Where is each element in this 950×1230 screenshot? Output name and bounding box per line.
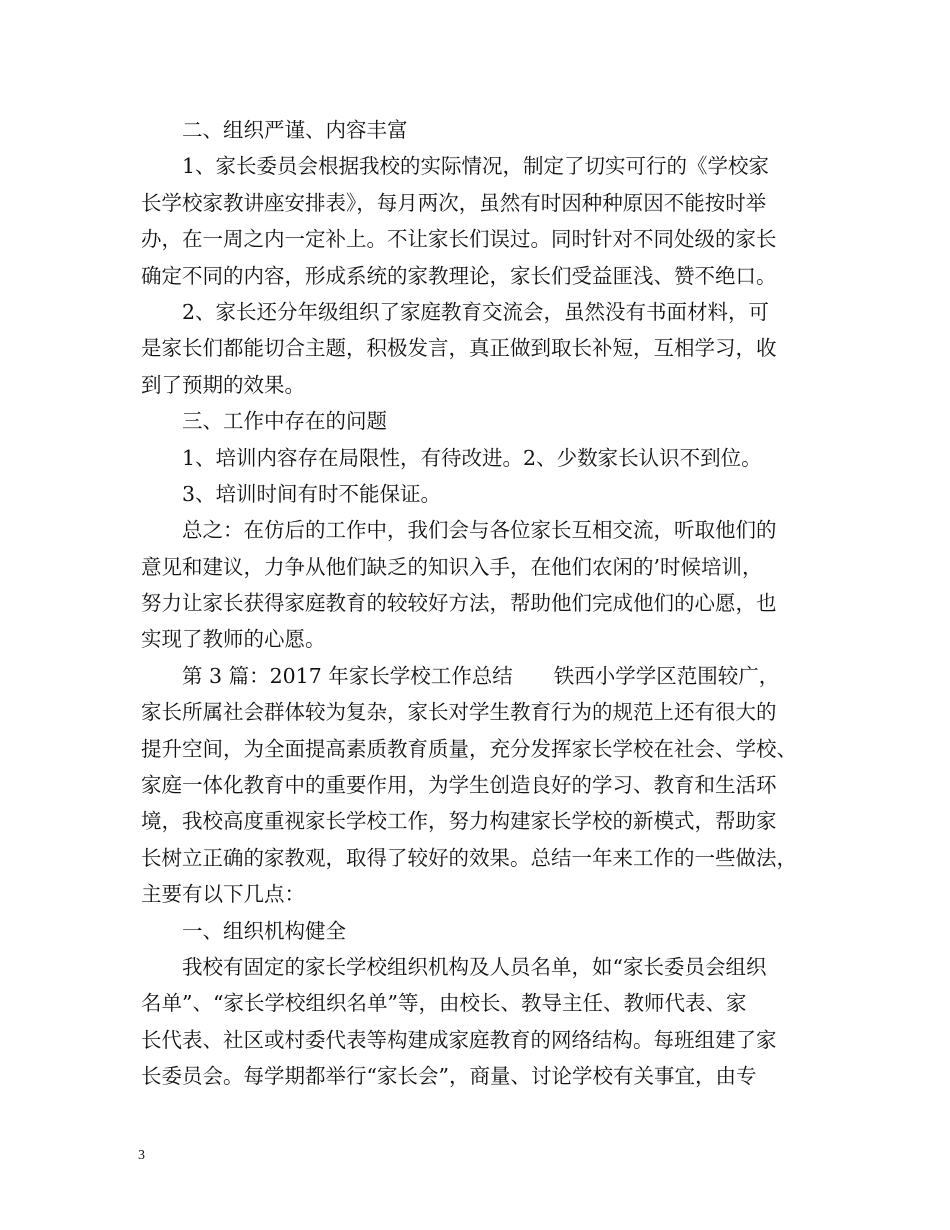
text-line: 我校有固定的家长学校组织机构及人员名单，如“家长委员会组织 bbox=[182, 954, 767, 979]
text-line: 名单”、“家长学校组织名单”等，由校长、教导主任、教师代表、家 bbox=[141, 991, 747, 1016]
text-line: 2、家长还分年级组织了家庭教育交流会，虽然没有书面材料，可 bbox=[182, 299, 770, 324]
text-line: 长代表、社区或村委代表等构建成家庭教育的网络结构。每班组建了家 bbox=[141, 1027, 777, 1052]
text-line: 境，我校高度重视家长学校工作，努力构建家长学校的新模式，帮助家 bbox=[141, 809, 777, 834]
text-line: 第 3 篇：2017 年家长学校工作总结 铁西小学学区范围较广， bbox=[182, 663, 780, 688]
text-line: 意见和建议，力争从他们缺乏的知识入手，在他们农闲的’时候培训， bbox=[141, 554, 763, 579]
text-line: 三、工作中存在的问题 bbox=[182, 409, 387, 434]
text-line: 提升空间，为全面提高素质教育质量，充分发挥家长学校在社会、学校、 bbox=[141, 736, 797, 761]
text-line: 1、培训内容存在局限性，有待改进。2、少数家长认识不到位。 bbox=[182, 445, 762, 470]
text-line: 到了预期的效果。 bbox=[141, 372, 305, 397]
text-line: 长学校家教讲座安排表》，每月两次，虽然有时因种种原因不能按时举 bbox=[141, 190, 767, 215]
text-line: 家庭一体化教育中的重要作用，为学生创造良好的学习、教育和生活环 bbox=[141, 773, 777, 798]
text-line: 1、家长委员会根据我校的实际情况，制定了切实可行的《学校家 bbox=[182, 154, 770, 179]
text-line: 长委员会。每学期都举行“家长会”，商量、讨论学校有关事宜，由专 bbox=[141, 1064, 757, 1089]
document-body bbox=[141, 112, 831, 1095]
text-line: 二、组织严谨、内容丰富 bbox=[182, 118, 408, 142]
text-line: 是家长们都能切合主题，积极发言，真正做到取长补短，互相学习，收 bbox=[141, 336, 777, 361]
text-line: 总之：在仿后的工作中，我们会与各位家长互相交流，听取他们的 bbox=[182, 518, 777, 543]
text-line: 3、培训时间有时不能保证。 bbox=[182, 481, 442, 506]
text-line: 家长所属社会群体较为复杂，家长对学生教育行为的规范上还有很大的 bbox=[141, 700, 777, 725]
text-line: 确定不同的内容，形成系统的家教理论，家长们受益匪浅、赞不绝口。 bbox=[141, 263, 777, 288]
page-number: 3 bbox=[138, 1148, 145, 1163]
text-line: 主要有以下几点： bbox=[141, 882, 305, 907]
text-line: 一、组织机构健全 bbox=[182, 918, 346, 943]
text-line: 长树立正确的家教观，取得了较好的效果。总结一年来工作的一些做法， bbox=[141, 845, 797, 870]
text-line: 努力让家长获得家庭教育的较较好方法，帮助他们完成他们的心愿，也 bbox=[141, 591, 777, 616]
text-line: 办，在一周之内一定补上。不让家长们误过。同时针对不同处级的家长 bbox=[141, 227, 777, 252]
text-line: 实现了教师的心愿。 bbox=[141, 627, 326, 652]
